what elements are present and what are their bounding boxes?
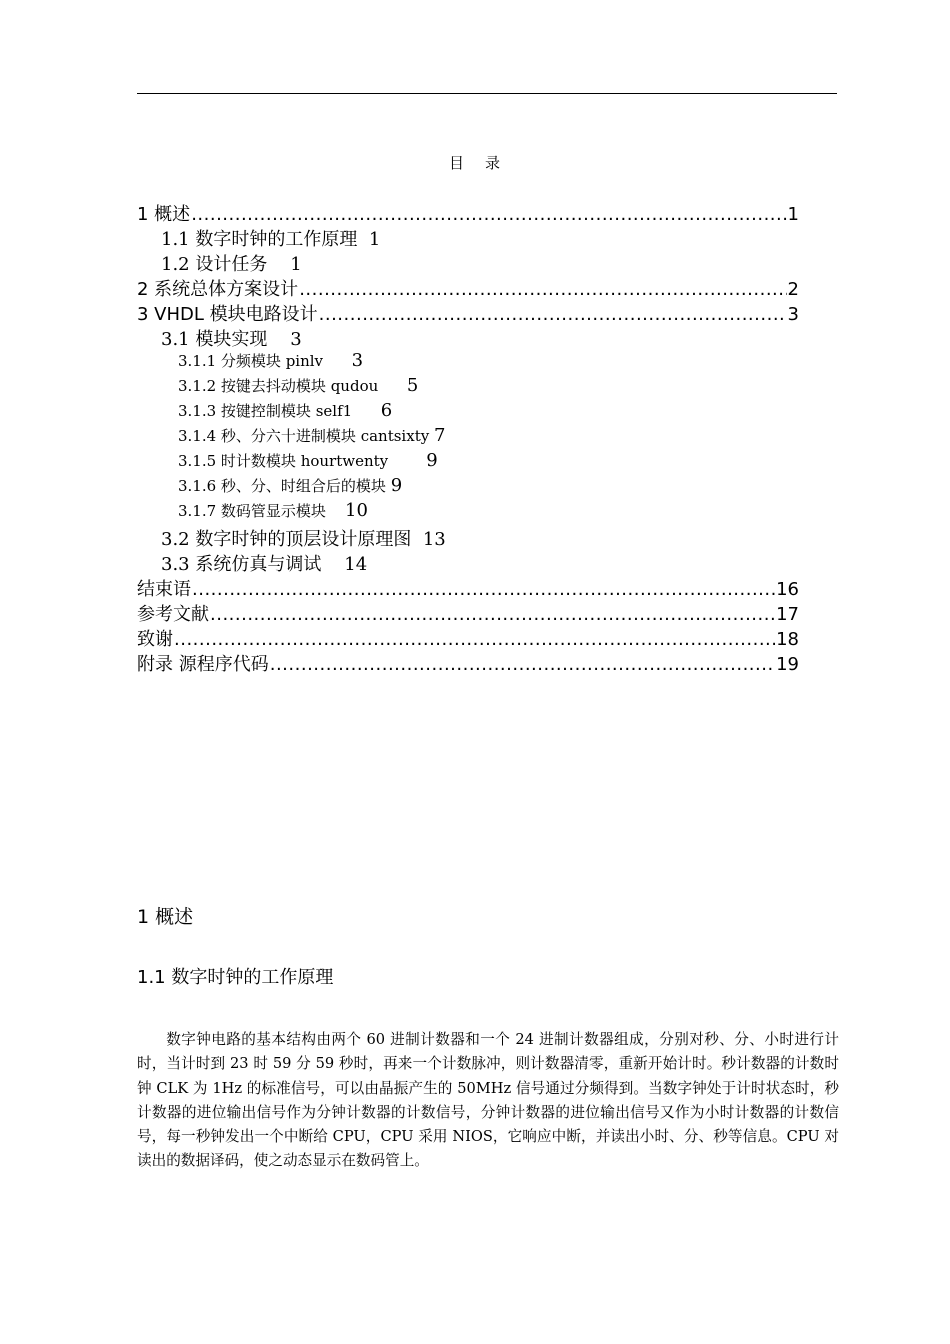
toc-entry-label: 1.2 设计任务 [161, 254, 268, 275]
toc-entry[interactable] [178, 450, 438, 471]
toc-leader-dots [192, 579, 775, 600]
toc-entry[interactable] [161, 525, 446, 551]
toc-entry-label: 附录 源程序代码 [137, 654, 269, 675]
toc-title-char: 录 [485, 154, 502, 172]
toc-entry-label: 1.1 数字时钟的工作原理 [161, 229, 358, 250]
toc-entry-page: 6 [380, 400, 393, 421]
toc-entry[interactable] [137, 300, 799, 326]
toc-entry-page: 1 [290, 254, 302, 275]
toc-entry[interactable] [161, 225, 380, 251]
toc-entry[interactable] [178, 375, 418, 396]
toc-entry[interactable] [161, 325, 302, 351]
toc-entry-page: 7 [433, 425, 446, 446]
toc-entry-label: 参考文献 [137, 604, 209, 625]
toc-entry-label: 3.1.7 数码管显示模块 [178, 502, 326, 520]
toc-entry-label: 结束语 [137, 579, 191, 600]
toc-entry-page: 17 [776, 604, 799, 625]
toc-entry-label: 3.1.6 秒、分、时组合后的模块 [178, 477, 386, 495]
subsection-heading: 1.1 数字时钟的工作原理 [137, 967, 334, 988]
toc-entry[interactable] [137, 275, 799, 301]
header-rule [137, 93, 837, 94]
toc-title-char: 目 [448, 154, 465, 172]
toc-entry[interactable] [137, 625, 799, 651]
toc-leader-dots [191, 204, 786, 225]
toc-entry[interactable] [137, 650, 799, 676]
toc-entry-page: 13 [422, 529, 446, 550]
toc-entry-page: 9 [390, 475, 403, 496]
toc-entry-label: 3.1.5 时计数模块 hourtwenty [178, 452, 389, 470]
toc-entry[interactable] [178, 400, 392, 421]
toc-entry[interactable] [178, 500, 368, 521]
toc-entry[interactable] [137, 575, 799, 601]
toc-entry-page: 19 [776, 654, 799, 675]
toc-entry-page: 3 [290, 329, 302, 350]
toc-leader-dots [174, 629, 775, 650]
toc-leader-dots [210, 604, 775, 625]
toc-entry-label: 3.1.4 秒、分六十进制模块 cantsixty [178, 427, 430, 445]
body-paragraph: 数字钟电路的基本结构由两个 60 进制计数器和一个 24 进制计数器组成，分别对秒、分、小时进行计时，当计时到 23 时 59 分 59 秒时，再来一个计数脉冲，则计数器清零，重新开始计时。秒计数器的计数时钟 CLK 为 1Hz 的标准信号，可以由晶振产生的 50MHz 信号通过分频得到。当数字钟处于计时状态时，秒计数器的进位输出信号作为分钟计数器的计数信号，分钟计数器的进位输出信号又作为小时计数器的计数信号，每一秒钟发出一个中断给 CPU，CPU 采用 NIOS，它响应中断，并读出小时、分、秒等信息。CPU 对读出的数据译码，使之动态显示在数码管上。 [137, 1031, 839, 1170]
toc-entry-page: 18 [776, 629, 799, 650]
toc-entry-page: 10 [345, 500, 368, 521]
toc-entry-page: 2 [787, 279, 799, 300]
toc-title [0, 152, 950, 173]
toc-leader-dots [319, 304, 787, 325]
toc-entry-label: 2 系统总体方案设计 [137, 279, 299, 300]
toc-entry[interactable] [178, 350, 363, 371]
toc-entry-label: 1 概述 [137, 204, 191, 225]
toc-entry-label: 3.1.1 分频模块 pinlv [178, 352, 324, 370]
toc-entry-page: 1 [368, 229, 381, 250]
toc-entry[interactable] [161, 250, 302, 276]
toc-entry-page: 9 [426, 450, 438, 471]
toc-entry-page: 1 [787, 204, 799, 225]
toc-entry[interactable] [137, 200, 799, 226]
toc-entry-page: 3 [351, 350, 364, 371]
toc-entry-label: 3.3 系统仿真与调试 [161, 554, 322, 575]
toc-entry-label: 3.2 数字时钟的顶层设计原理图 [161, 529, 412, 550]
toc-entry-label: 3.1 模块实现 [161, 329, 268, 350]
toc-entry-label: 3.1.3 按键控制模块 self1 [178, 402, 353, 420]
toc-leader-dots [299, 279, 786, 300]
toc-entry[interactable] [178, 425, 445, 446]
toc-entry[interactable] [161, 550, 367, 576]
toc-entry-page: 14 [344, 554, 368, 575]
toc-leader-dots [270, 654, 775, 675]
toc-entry[interactable] [137, 600, 799, 626]
toc-entry[interactable] [178, 475, 402, 496]
toc-entry-label: 3 VHDL 模块电路设计 [137, 304, 318, 325]
section-heading: 1 概述 [137, 906, 194, 928]
toc-entry-page: 3 [787, 304, 799, 325]
toc-entry-label: 致谢 [137, 629, 173, 650]
toc-entry-page: 16 [776, 579, 799, 600]
toc-entry-label: 3.1.2 按键去抖动模块 qudou [178, 377, 379, 395]
toc-entry-page: 5 [406, 375, 419, 396]
